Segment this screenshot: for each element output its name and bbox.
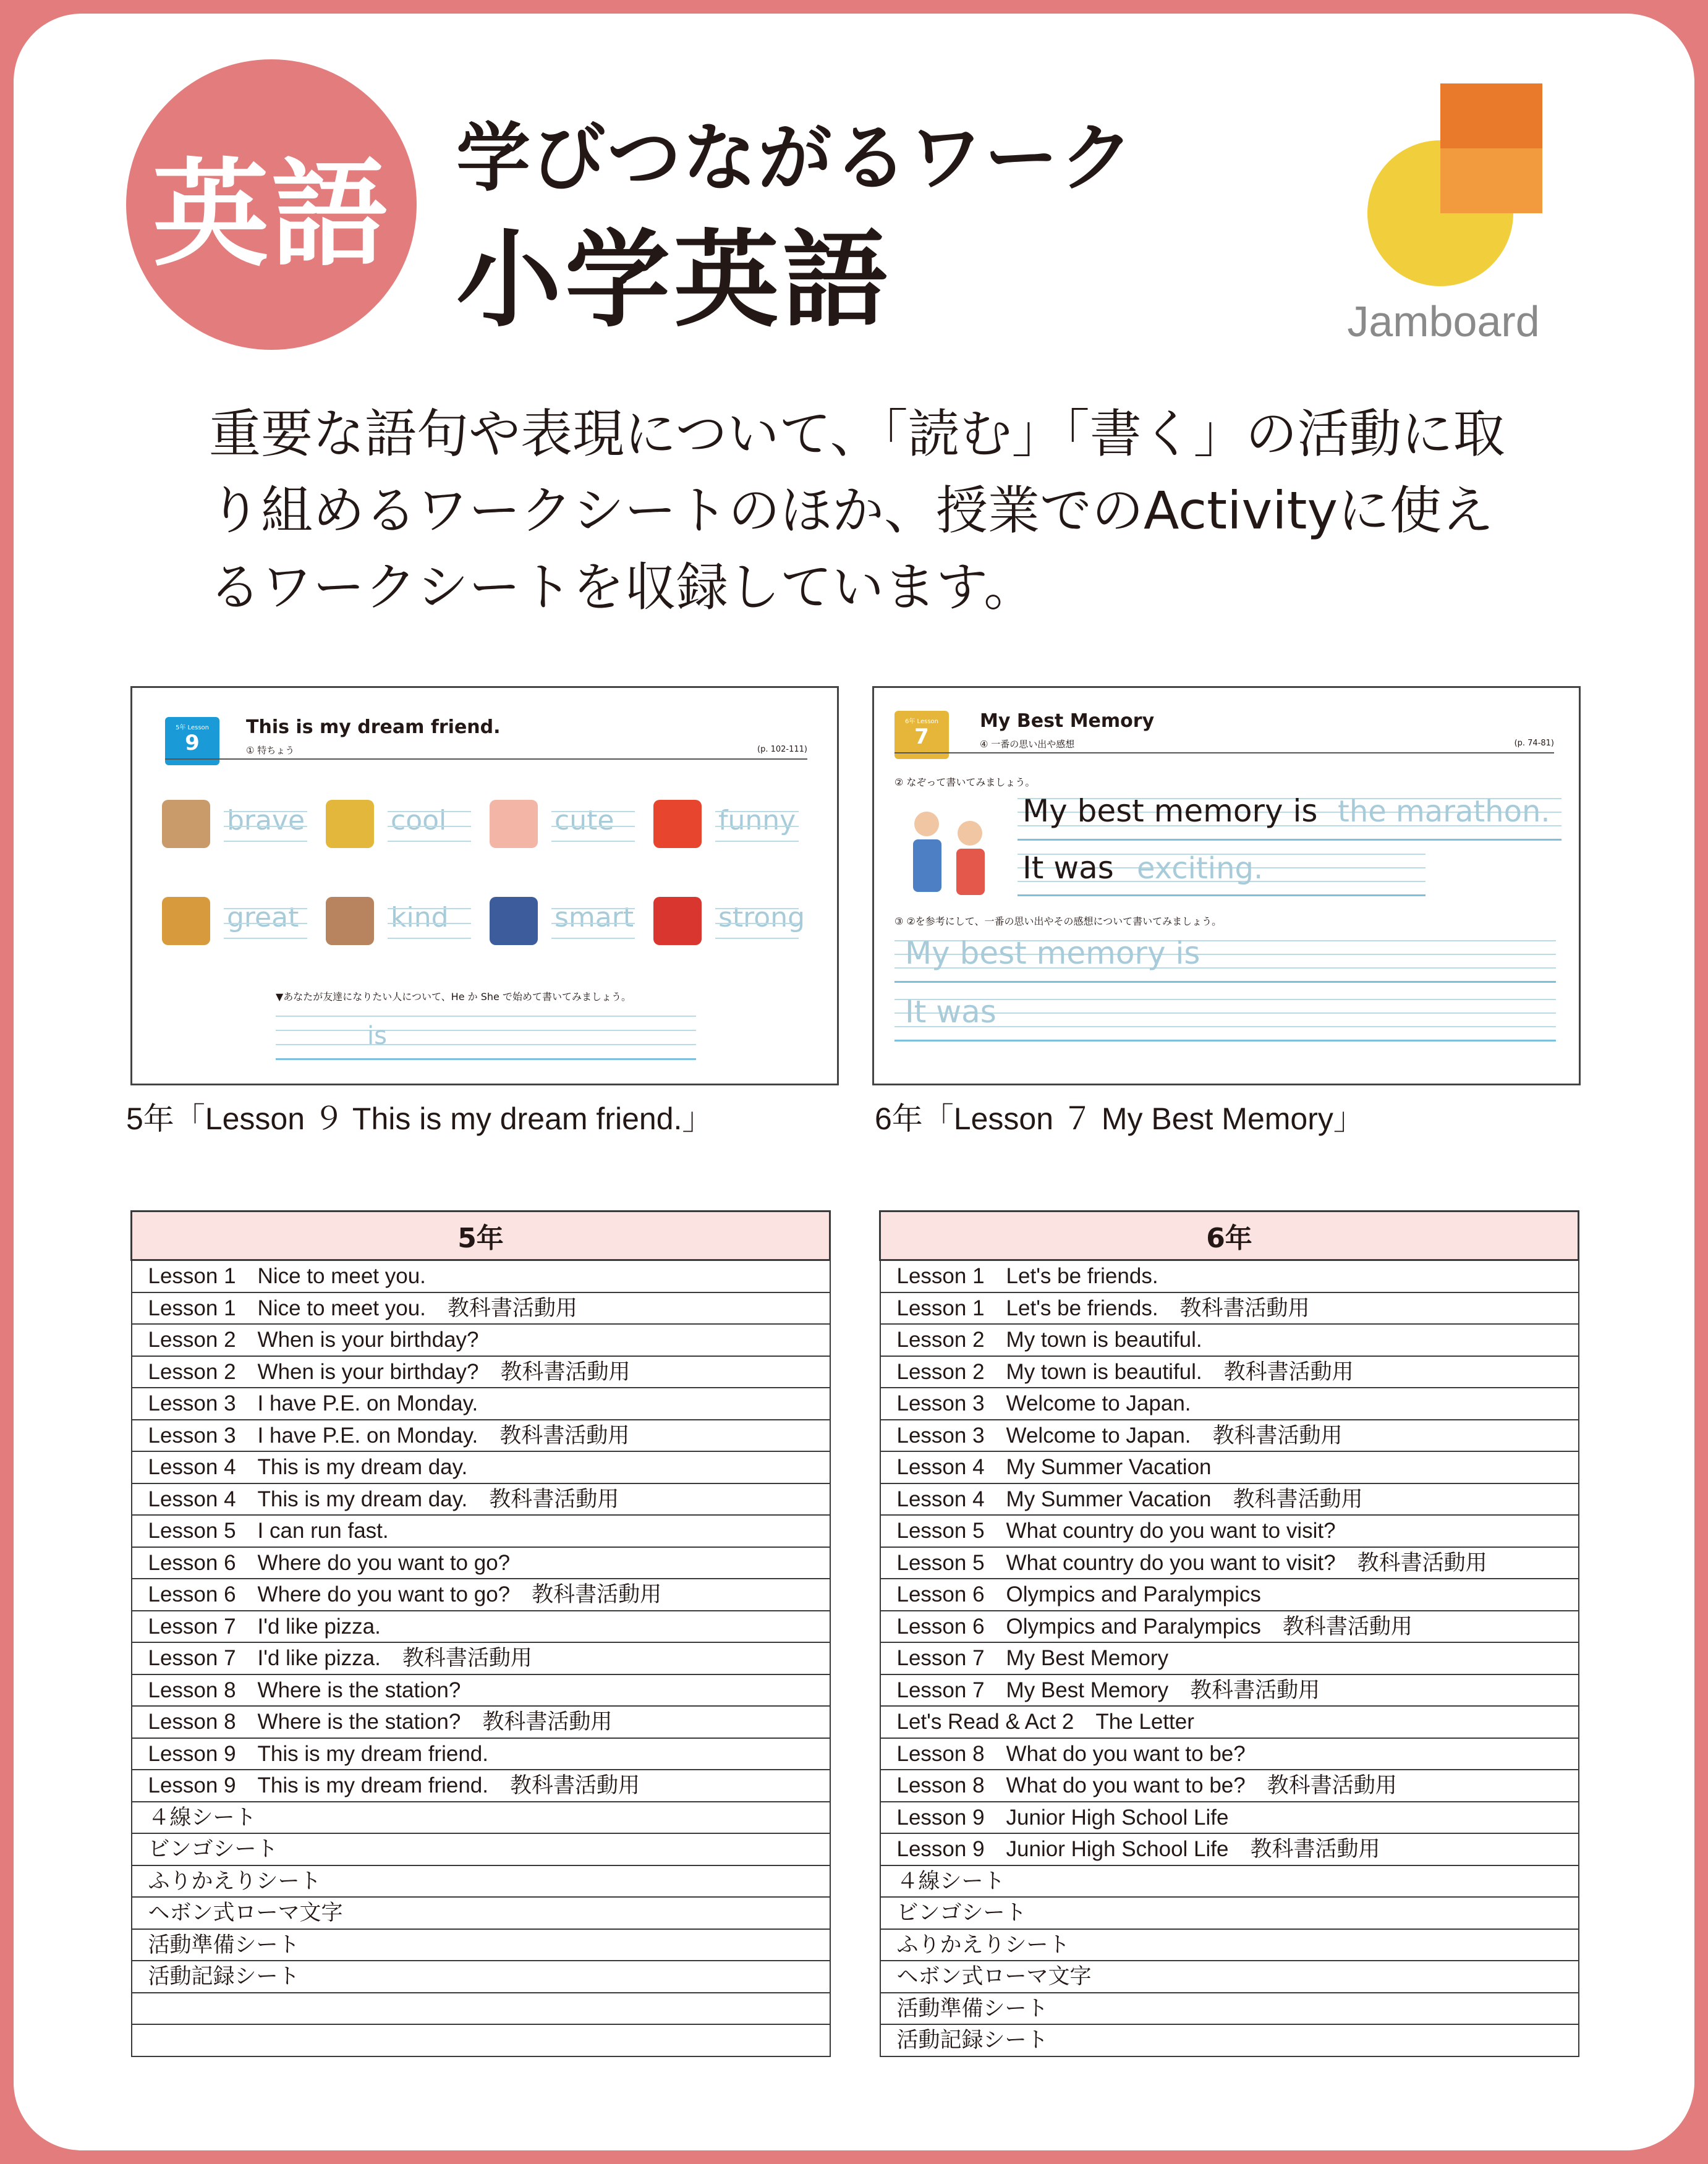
title-line1: 学びつながるワーク [456,116,1135,202]
table-cell: Lesson 6 Olympics and Paralympics [880,1579,1579,1611]
word-card: smart [490,893,635,949]
table-row [132,1929,830,1961]
trace-text: is [367,1022,387,1050]
page-ref: (p. 102-111) [757,745,807,754]
table-cell: ビンゴシート [880,1897,1579,1929]
table-cell: Lesson 2 When is your birthday? 教科書活動用 [132,1356,830,1388]
table-cell: Lesson 8 What do you want to be? 教科書活動用 [880,1770,1579,1802]
table-cell: Lesson 3 Welcome to Japan. [880,1388,1579,1420]
table-cell: Lesson 5 What country do you want to visit? [880,1515,1579,1547]
table-cell: 活動準備シート [132,1929,830,1961]
table-cell: ４線シート [880,1865,1579,1898]
table-row [880,1833,1579,1865]
word-card: great [162,893,307,949]
children-illustration-icon [908,805,995,898]
table-row [132,1642,830,1674]
caption-grade6: 6年「Lesson ７ My Best Memory」 [875,1101,1364,1136]
table-row [132,1579,830,1611]
table-row [880,1451,1579,1483]
table-row [880,1483,1579,1516]
character-illustration-icon [162,800,210,848]
worksheet-preview-grade6 [872,686,1581,1085]
table-cell: Lesson 5 I can run fast. [132,1515,830,1547]
table-row [132,1611,830,1643]
word-card: cool [326,796,471,852]
table-cell: 活動記録シート [880,2024,1579,2056]
table-cell: Lesson 8 What do you want to be? [880,1738,1579,1770]
table-row [132,1483,830,1516]
table-row [880,1388,1579,1420]
table-cell: Lesson 3 I have P.E. on Monday. [132,1388,830,1420]
table-row [132,2024,830,2056]
table-cell: Lesson 4 This is my dream day. 教科書活動用 [132,1483,830,1516]
table-cell: Lesson 1 Nice to meet you. [132,1260,830,1292]
word-card: cute [490,796,635,852]
table-row [880,1260,1579,1292]
table-row [880,1897,1579,1929]
table-row [880,1802,1579,1834]
description: 重要な語句や表現について、「読む」「書く」の活動に取り組めるワークシートのほか、授業でのActivityに使えるワークシートを収録しています。 [209,404,1505,617]
trace-light-3b: It was [905,994,996,1030]
table-row [880,1770,1579,1802]
table-row [132,1961,830,1993]
table-cell: Lesson 4 My Summer Vacation [880,1451,1579,1483]
table-cell: Lesson 1 Let's be friends. 教科書活動用 [880,1292,1579,1325]
table-cell: ふりかえりシート [880,1929,1579,1961]
table-cell: Lesson 7 My Best Memory 教科書活動用 [880,1674,1579,1707]
table-cell: Lesson 6 Where do you want to go? [132,1547,830,1579]
lesson-tag: 6年 Lesson 7 [894,711,949,759]
table-row [880,1642,1579,1674]
trace-bold-2: It was [1022,850,1114,886]
table-cell: ふりかえりシート [132,1865,830,1898]
character-illustration-icon [162,897,210,945]
word-card: funny [653,796,799,852]
table-row [132,1833,830,1865]
table-row [132,1674,830,1707]
table-row [880,1515,1579,1547]
table-row [132,1420,830,1452]
table-row [880,1961,1579,1993]
table-cell: Lesson 1 Nice to meet you. 教科書活動用 [132,1292,830,1325]
table-cell: 活動準備シート [880,1993,1579,2025]
table-row [880,1611,1579,1643]
table-row [880,1292,1579,1325]
table-cell: Lesson 9 Junior High School Life 教科書活動用 [880,1833,1579,1865]
table-cell: Lesson 9 This is my dream friend. [132,1738,830,1770]
worksheet-preview-grade5 [130,686,839,1085]
table-row [880,1356,1579,1388]
table-row [880,2024,1579,2056]
page-ref: (p. 74-81) [1514,739,1554,748]
table-cell: Lesson 2 My town is beautiful. [880,1324,1579,1356]
table-row [880,1420,1579,1452]
table-row [132,1515,830,1547]
table-cell: Lesson 5 What country do you want to visit? 教科書活動用 [880,1547,1579,1579]
table-cell: Lesson 1 Let's be friends. [880,1260,1579,1292]
table-cell: ヘボン式ローマ文字 [880,1961,1579,1993]
table-cell: Lesson 3 I have P.E. on Monday. 教科書活動用 [132,1420,830,1452]
table-cell: Lesson 2 When is your birthday? [132,1324,830,1356]
table-row [132,1738,830,1770]
table-header: 5年 [132,1211,830,1260]
table-cell: Lesson 4 My Summer Vacation 教科書活動用 [880,1483,1579,1516]
table-row [132,1993,830,2025]
table-row [880,1547,1579,1579]
character-illustration-icon [653,800,702,848]
table-cell: ４線シート [132,1802,830,1834]
table-row [880,1738,1579,1770]
table-row [880,1706,1579,1738]
table-cell: Lesson 7 I'd like pizza. 教科書活動用 [132,1642,830,1674]
table-cell: Lesson 9 This is my dream friend. 教科書活動用 [132,1770,830,1802]
table-row [132,1706,830,1738]
trace-bold-1: My best memory is [1022,793,1318,829]
step2-instruction: ② なぞって書いてみましょう。 [894,776,1035,788]
word-card: brave [162,796,307,852]
table-row [132,1356,830,1388]
subject-badge: 英語 [126,59,417,350]
table-cell: 活動記録シート [132,1961,830,1993]
table-row [132,1865,830,1898]
logo-text: Jamboard [1347,297,1540,346]
table-cell: Lesson 6 Olympics and Paralympics 教科書活動用 [880,1611,1579,1643]
table-row [132,1897,830,1929]
table-cell: Lesson 9 Junior High School Life [880,1802,1579,1834]
worksheet-subtitle: ① 特ちょう [246,745,295,756]
table-row [132,1451,830,1483]
trace-light-3a: My best memory is [905,935,1200,971]
character-illustration-icon [490,897,538,945]
worksheet-title: My Best Memory [980,710,1155,732]
table-cell: Lesson 8 Where is the station? 教科書活動用 [132,1706,830,1738]
table-row [880,1579,1579,1611]
table-row [132,1260,830,1292]
character-illustration-icon [490,800,538,848]
table-row [132,1324,830,1356]
word-card: strong [653,893,799,949]
worksheet-table-grade6 [879,1210,1579,2057]
table-cell [132,1993,830,2025]
character-illustration-icon [653,897,702,945]
table-row [132,1770,830,1802]
table-cell: Lesson 8 Where is the station? [132,1674,830,1707]
table-cell [132,2024,830,2056]
table-cell: Lesson 3 Welcome to Japan. 教科書活動用 [880,1420,1579,1452]
table-row [880,1865,1579,1898]
worksheet-subtitle: ④ 一番の思い出や感想 [980,739,1075,750]
step3-instruction: ③ ②を参考にして、一番の思い出やその感想について書いてみましょう。 [894,915,1222,927]
worksheet-title: This is my dream friend. [246,716,501,738]
table-cell: Lesson 2 My town is beautiful. 教科書活動用 [880,1356,1579,1388]
worksheet-table-grade5 [130,1210,831,2057]
table-cell: Lesson 7 I'd like pizza. [132,1611,830,1643]
table-cell: Lesson 6 Where do you want to go? 教科書活動用 [132,1579,830,1611]
table-cell: ビンゴシート [132,1833,830,1865]
table-header: 6年 [880,1211,1579,1260]
trace-light-1: the marathon. [1338,794,1550,829]
jamboard-logo-icon [1366,83,1552,287]
table-row [880,1674,1579,1707]
title-line2: 小学英語 [456,219,892,342]
table-row [880,1929,1579,1961]
table-cell: Lesson 4 This is my dream day. [132,1451,830,1483]
table-row [880,1324,1579,1356]
table-row [132,1388,830,1420]
table-row [880,1993,1579,2025]
table-row [132,1802,830,1834]
table-cell: Let's Read & Act 2 The Letter [880,1706,1579,1738]
caption-grade5: 5年「Lesson ９ This is my dream friend.」 [126,1101,713,1136]
character-illustration-icon [326,800,374,848]
table-cell: ヘボン式ローマ文字 [132,1897,830,1929]
table-row [132,1547,830,1579]
worksheet-instruction: ▼あなたが友達になりたい人について、He か She で始めて書いてみましょう。 [276,991,631,1003]
table-cell: Lesson 7 My Best Memory [880,1642,1579,1674]
table-row [132,1292,830,1325]
word-card: kind [326,893,471,949]
lesson-tag: 5年 Lesson 9 [165,717,219,765]
trace-light-2: exciting. [1137,851,1264,886]
character-illustration-icon [326,897,374,945]
